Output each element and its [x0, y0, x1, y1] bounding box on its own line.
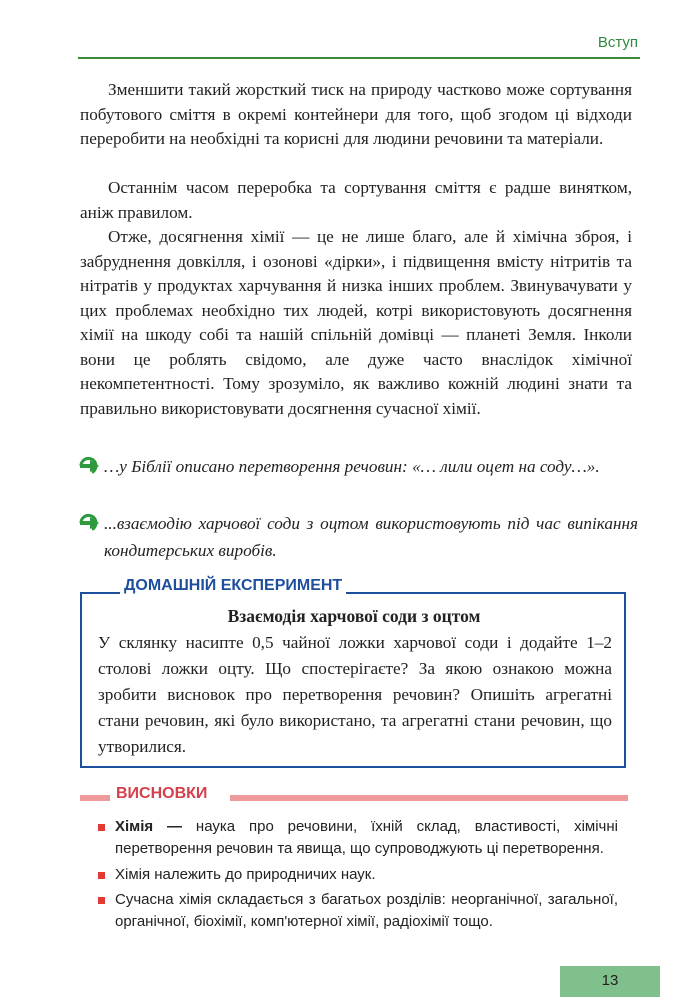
fact-text: ...взаємодію харчової соди з оцтом використовують під час випікання кондитерських виробів.: [104, 514, 638, 560]
conclusion-item: [98, 889, 618, 933]
page-number: 13: [601, 972, 619, 989]
experiment-text: У склянку насипте 0,5 чайної ложки харчової соди і додайте 1–2 столові ложки оцту. Що спостерігаєте? За якою ознакою можна зробити висновок про перетворення речовин? Опишіть агрегатні стани речовин, які було використано, та агрегатні стани речовин, що утворилися.: [98, 633, 612, 756]
conclusion-text: Хімія належить до природничих наук.: [115, 866, 376, 883]
bullet-square-icon: [98, 824, 105, 831]
experiment-label: ДОМАШНІЙ ЕКСПЕРИМЕНТ: [120, 577, 346, 595]
page-number-box: [560, 966, 660, 997]
conclusions-bar-right: [230, 795, 628, 801]
paragraph-2: Останнім часом переробка та сортування сміття є радше винятком, аніж правилом.: [80, 178, 632, 222]
paragraph-1: Зменшити такий жорсткий тиск на природу частково може сортування побутового сміття в окремі контейнери для того, щоб згодом ці відходи переробити на необхідні та корисні для людини речовини та матеріали.: [80, 80, 632, 148]
conclusion-item: [98, 864, 618, 886]
conclusion-term: Хімія —: [115, 818, 183, 835]
bullet-square-icon: [98, 897, 105, 904]
header-divider: [78, 57, 640, 59]
experiment-title: Взаємодія харчової соди з оцтом: [227, 606, 481, 626]
fact-text: …у Біблії описано перетворення речовин: «… лили оцет на соду…».: [104, 457, 600, 476]
conclusions-bar-left: [80, 795, 110, 801]
section-label: Вступ: [597, 34, 638, 51]
conclusion-text: наука про речовини, їхній склад, властивості, хімічні перетворення речовин та явища, що супроводжують ці перетворення.: [115, 818, 618, 857]
conclusion-item: [98, 816, 618, 860]
paragraph-3: Отже, досягнення хімії — це не лише благо, але й хімічна зброя, і забруднення довкілля, і озонові «дірки», і підвищення вмісту нітритів та нітратів у продуктах харчування й низка інших проблем. Звинувачувати у цих проблемах необхідно тих людей, котрі використовують досягнення хімії на шкоду собі та нашій спільній домівці — планеті Земля. Інколи вони це роблять свідомо, але дуже часто внаслідок хімічної некомпетентності. Тому зрозуміло, як важливо кожній людині знати та правильно використовувати досягнення сучасної хімії.: [80, 227, 632, 418]
conclusions-title: ВИСНОВКИ: [116, 785, 208, 802]
bullet-square-icon: [98, 872, 105, 879]
conclusion-text: Сучасна хімія складається з багатьох розділів: неорганічної, загальної, органічної, біохімії, комп'ютерної хімії, радіохімії тощо.: [115, 891, 618, 930]
arrow-circle-icon: [78, 513, 100, 533]
arrow-circle-icon: [78, 456, 100, 476]
